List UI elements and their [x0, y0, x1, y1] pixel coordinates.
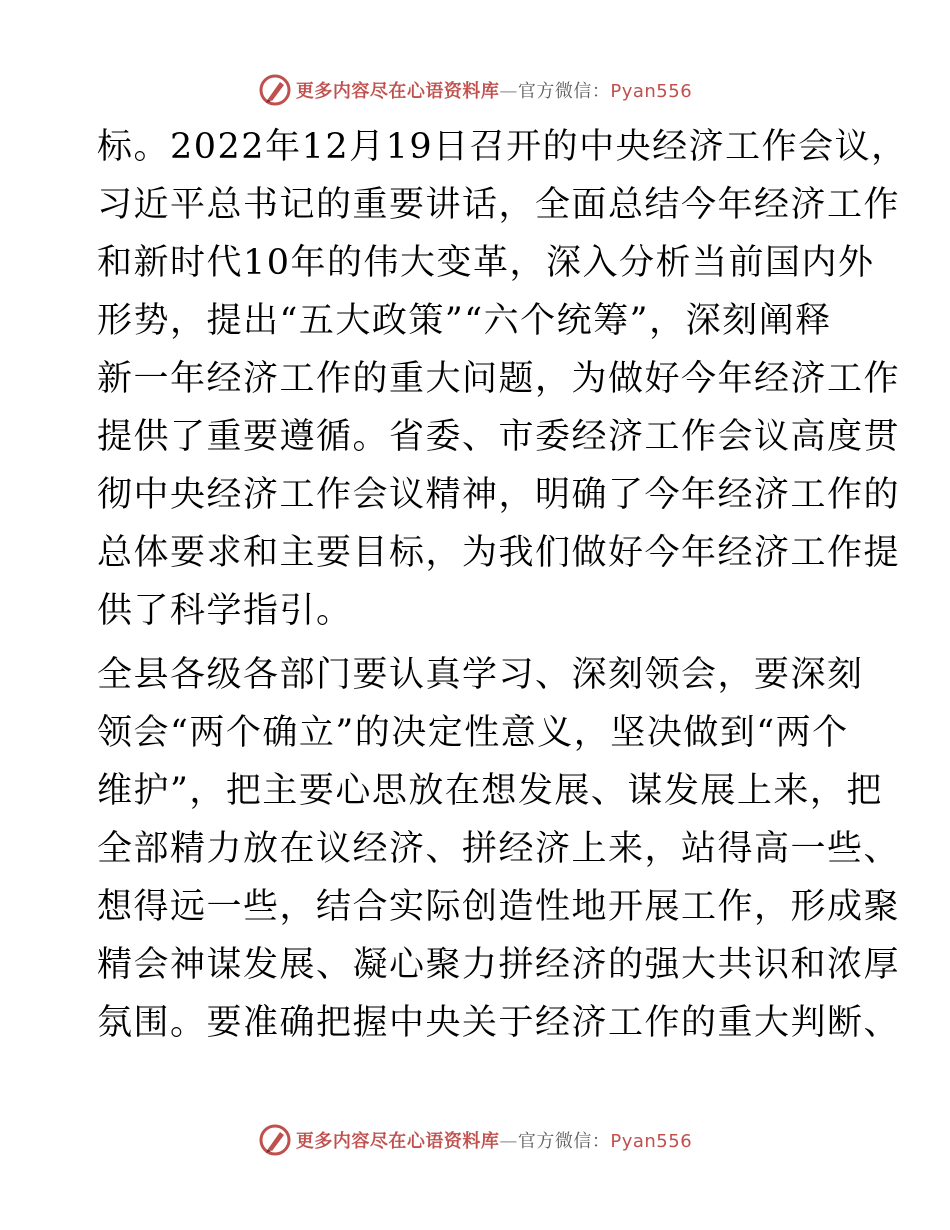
text-line: 提供了重要遵循。省委、市委经济工作会议高度贯 [97, 417, 901, 457]
text-line: 新一年经济工作的重大问题，为做好今年经济工作 [97, 359, 901, 399]
text-line: 全县各级各部门要认真学习、深刻领会，要深刻 [97, 655, 864, 695]
pen-logo-icon [258, 1123, 292, 1157]
header-watermark [0, 70, 950, 110]
text-line: 习近平总书记的重要讲话，全面总结今年经济工作 [97, 185, 901, 225]
watermark-main: 更多内容尽在心语资料库 [295, 1131, 500, 1152]
watermark-wechat-label: 官方微信： [517, 1131, 611, 1152]
text-line: 形势，提出“五大政策”“六个统筹”，深刻阐释 [97, 301, 832, 341]
text-line: 标。2022年12月19日召开的中央经济工作会议， [97, 127, 908, 167]
watermark-separator: — [499, 1131, 518, 1152]
watermark-wechat-label: 官方微信： [517, 81, 611, 102]
watermark-separator: — [499, 81, 518, 102]
text-line: 总体要求和主要目标，为我们做好今年经济工作提 [97, 533, 901, 573]
pen-logo-icon [258, 73, 292, 107]
footer-watermark [0, 1120, 950, 1160]
text-line: 和新时代10年的伟大变革，深入分析当前国内外 [97, 243, 875, 283]
text-line: 氛围。要准确把握中央关于经济工作的重大判断、 [97, 1003, 901, 1043]
text-line: 全部精力放在议经济、拼经济上来，站得高一些、 [97, 829, 901, 869]
watermark-wechat-id: Pyan556 [610, 1131, 693, 1152]
watermark-text [296, 77, 692, 103]
watermark-main: 更多内容尽在心语资料库 [295, 81, 500, 102]
watermark-text [296, 1127, 692, 1153]
text-line: 彻中央经济工作会议精神，明确了今年经济工作的 [97, 475, 901, 515]
text-line: 维护”，把主要心思放在想发展、谋发展上来，把 [97, 771, 883, 811]
text-line: 想得远一些，结合实际创造性地开展工作，形成聚 [97, 887, 901, 927]
paragraph [97, 118, 908, 640]
document-body [97, 118, 908, 1052]
watermark-wechat-id: Pyan556 [610, 81, 693, 102]
text-line: 供了科学指引。 [97, 591, 353, 631]
paragraph [97, 646, 901, 1052]
text-line: 精会神谋发展、凝心聚力拼经济的强大共识和浓厚 [97, 945, 901, 985]
text-line: 领会“两个确立”的决定性意义，坚决做到“两个 [97, 713, 849, 753]
